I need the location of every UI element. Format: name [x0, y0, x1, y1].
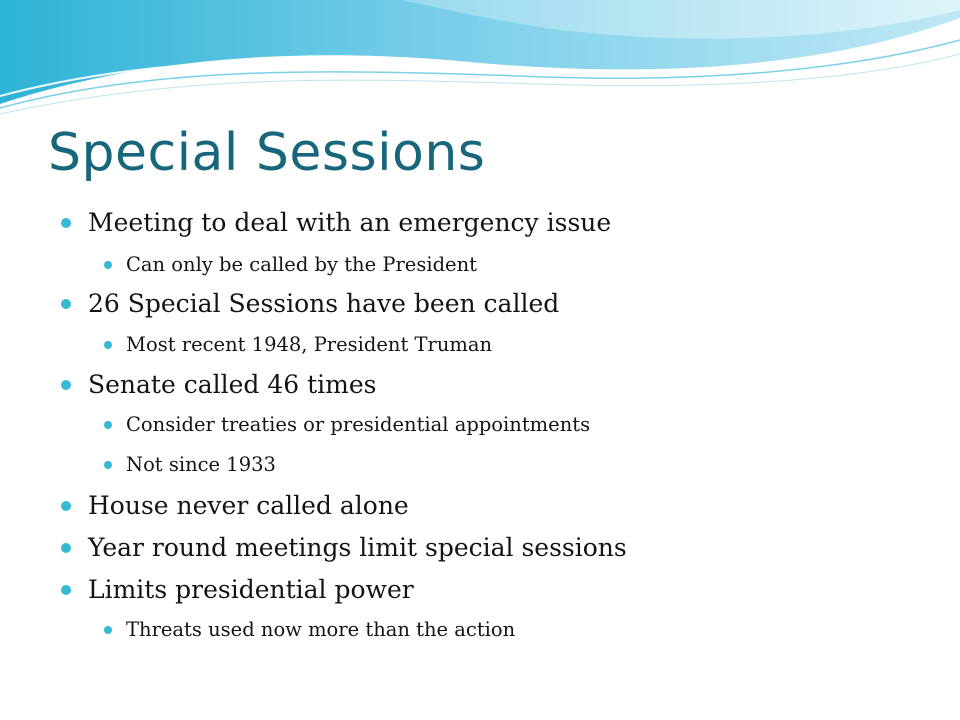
bullet-item — [88, 490, 409, 522]
bullet-marker — [104, 626, 112, 634]
sub-bullet-text: Most recent 1948, President Truman — [126, 333, 493, 356]
bullet-marker — [61, 585, 71, 595]
bullet-item — [88, 369, 377, 401]
sub-bullet-text: Not since 1933 — [126, 453, 276, 476]
bullet-marker — [61, 543, 71, 553]
bullet-marker — [104, 421, 112, 429]
bullet-marker — [104, 261, 112, 269]
sub-bullet-text: Consider treaties or presidential appointments — [126, 413, 591, 436]
bullet-marker — [61, 380, 71, 390]
sub-bullet-item — [126, 452, 276, 478]
sub-bullet-item — [126, 252, 477, 278]
bullet-text: House never called alone — [88, 491, 409, 520]
sub-bullet-item — [126, 617, 515, 643]
bullet-text: Year round meetings limit special sessions — [88, 533, 627, 562]
bullet-item — [88, 288, 559, 320]
bullet-item — [88, 532, 627, 564]
bullet-item — [88, 207, 611, 239]
sub-bullet-item — [126, 412, 590, 438]
bullet-item — [88, 574, 414, 606]
bullet-text: 26 Special Sessions have been called — [88, 289, 560, 318]
sub-bullet-text: Can only be called by the President — [126, 253, 477, 276]
bullet-marker — [61, 501, 71, 511]
sub-bullet-item — [126, 332, 492, 358]
bullet-text: Limits presidential power — [88, 575, 414, 604]
sub-bullet-text: Threats used now more than the action — [126, 618, 516, 641]
bullet-marker — [61, 218, 71, 228]
slide-title: Special Sessions — [48, 123, 486, 183]
bullet-text: Meeting to deal with an emergency issue — [88, 208, 612, 237]
bullet-marker — [104, 461, 112, 469]
bullet-marker — [61, 299, 71, 309]
bullet-text: Senate called 46 times — [88, 370, 377, 399]
bullet-marker — [104, 341, 112, 349]
